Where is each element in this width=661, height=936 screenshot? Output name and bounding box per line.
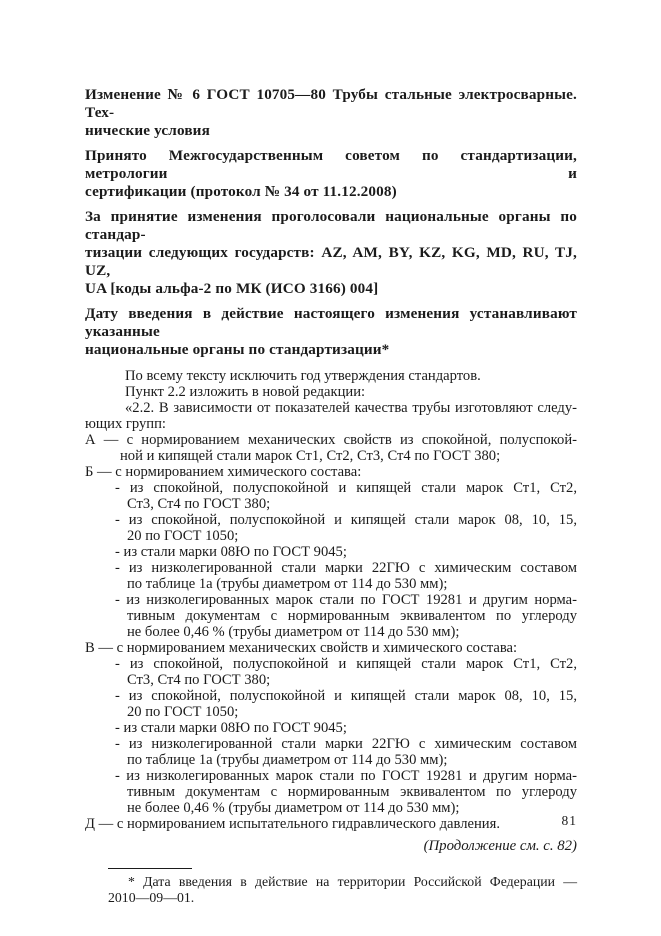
paragraph-indented <box>85 368 577 384</box>
text-line: Ст3, Ст4 по ГОСТ 380; <box>127 672 271 688</box>
text-line: Ст3, Ст4 по ГОСТ 380; <box>127 496 271 512</box>
text-line: По всему тексту исключить год утверждения стандартов. <box>125 368 481 384</box>
text-line: Д — с нормированием испытательного гидравлического давления. <box>85 816 500 832</box>
text-line: В — с нормированием механических свойств и химического состава: <box>85 640 518 656</box>
footnote <box>108 868 577 905</box>
paragraph-dash <box>85 736 577 768</box>
text-line: - из стали марки 08Ю по ГОСТ 9045; <box>115 544 347 560</box>
header-paragraph <box>85 147 577 201</box>
text-line: - из спокойной, полуспокойной и кипящей стали марок 08, 10, 15, <box>115 512 577 528</box>
text-line: по таблице 1а (трубы диаметром от 114 до 530 мм); <box>127 576 448 592</box>
paragraph-dash <box>85 592 577 640</box>
header-paragraph <box>85 86 577 140</box>
text-line: не более 0,46 % (трубы диаметром от 114 до 530 мм); <box>127 800 460 816</box>
text-line: - из спокойной, полуспокойной и кипящей стали марок Ст1, Ст2, <box>115 656 577 672</box>
paragraph-dash <box>85 688 577 720</box>
text-line: тизации следующих государств: AZ, AM, BY, KZ, KG, MD, RU, TJ, UZ, <box>85 244 577 279</box>
text-line: по таблице 1а (трубы диаметром от 114 до 530 мм); <box>127 752 448 768</box>
text-line: нические условия <box>85 122 210 139</box>
header-paragraph <box>85 305 577 359</box>
text-line: За принятие изменения проголосовали национальные органы по стандар- <box>85 208 577 243</box>
text-line: - из низколегированной стали марки 22ГЮ с химическим составом <box>115 736 577 752</box>
text-line: Изменение № 6 ГОСТ 10705—80 Трубы стальные электросварные. Тех- <box>85 86 577 121</box>
text-line: - из спокойной, полуспокойной и кипящей стали марок 08, 10, 15, <box>115 688 577 704</box>
paragraph-dash <box>85 480 577 512</box>
paragraph-dash <box>85 656 577 688</box>
text-line: ющих групп: <box>85 416 166 432</box>
text-line: - из низколегированных марок стали по ГОСТ 19281 и другим норма- <box>115 592 577 608</box>
text-line: тивным документам с нормированным эквивалентом по углероду <box>127 784 577 800</box>
page-content <box>85 86 577 905</box>
paragraph-dash <box>85 720 577 736</box>
paragraph-dash <box>85 768 577 816</box>
footnote-line: 2010—09—01. <box>108 889 195 905</box>
continuation-note: (Продолжение см. с. 82) <box>423 838 577 854</box>
text-line: Принято Межгосударственным советом по стандартизации, метрологии и <box>85 147 577 182</box>
text-line: Б — с нормированием химического состава: <box>85 464 362 480</box>
text-line: А — с нормированием механических свойств из спокойной, полуспокой- <box>85 432 577 448</box>
paragraph-dash <box>85 512 577 544</box>
footnote-rule <box>108 868 192 869</box>
text-line: - из низколегированной стали марки 22ГЮ с химическим составом <box>115 560 577 576</box>
header-paragraph <box>85 208 577 298</box>
paragraph-dash <box>85 544 577 560</box>
paragraph-letter <box>85 432 577 464</box>
text-line: - из низколегированных марок стали по ГОСТ 19281 и другим норма- <box>115 768 577 784</box>
text-line: не более 0,46 % (трубы диаметром от 114 до 530 мм); <box>127 624 460 640</box>
text-line: 20 по ГОСТ 1050; <box>127 528 239 544</box>
paragraph-indented <box>85 400 577 432</box>
text-line: Дату введения в действие настоящего изменения устанавливают указанные <box>85 305 577 340</box>
text-line: - из стали марки 08Ю по ГОСТ 9045; <box>115 720 347 736</box>
text-line: - из спокойной, полуспокойной и кипящей стали марок Ст1, Ст2, <box>115 480 577 496</box>
paragraph-letter <box>85 464 577 480</box>
text-line: тивным документам с нормированным эквивалентом по углероду <box>127 608 577 624</box>
text-line: 20 по ГОСТ 1050; <box>127 704 239 720</box>
paragraph-dash <box>85 560 577 592</box>
paragraph-indented <box>85 384 577 400</box>
footnote-line: * Дата введения в действие на территории Российской Федерации — <box>128 874 577 889</box>
text-line: национальные органы по стандартизации* <box>85 341 390 358</box>
page-number: 81 <box>561 813 577 828</box>
paragraph-letter <box>85 640 577 656</box>
text-line: сертификации (протокол № 34 от 11.12.2008) <box>85 183 397 200</box>
body-paragraphs <box>85 368 577 832</box>
text-line: «2.2. В зависимости от показателей качества трубы изготовляют следу- <box>125 400 577 416</box>
text-line: UA [коды альфа-2 по МК (ИСО 3166) 004] <box>85 280 379 297</box>
document-header <box>85 86 577 359</box>
text-line: ной и кипящей стали марок Ст1, Ст2, Ст3, Ст4 по ГОСТ 380; <box>120 448 501 464</box>
text-line: Пункт 2.2 изложить в новой редакции: <box>125 384 366 400</box>
